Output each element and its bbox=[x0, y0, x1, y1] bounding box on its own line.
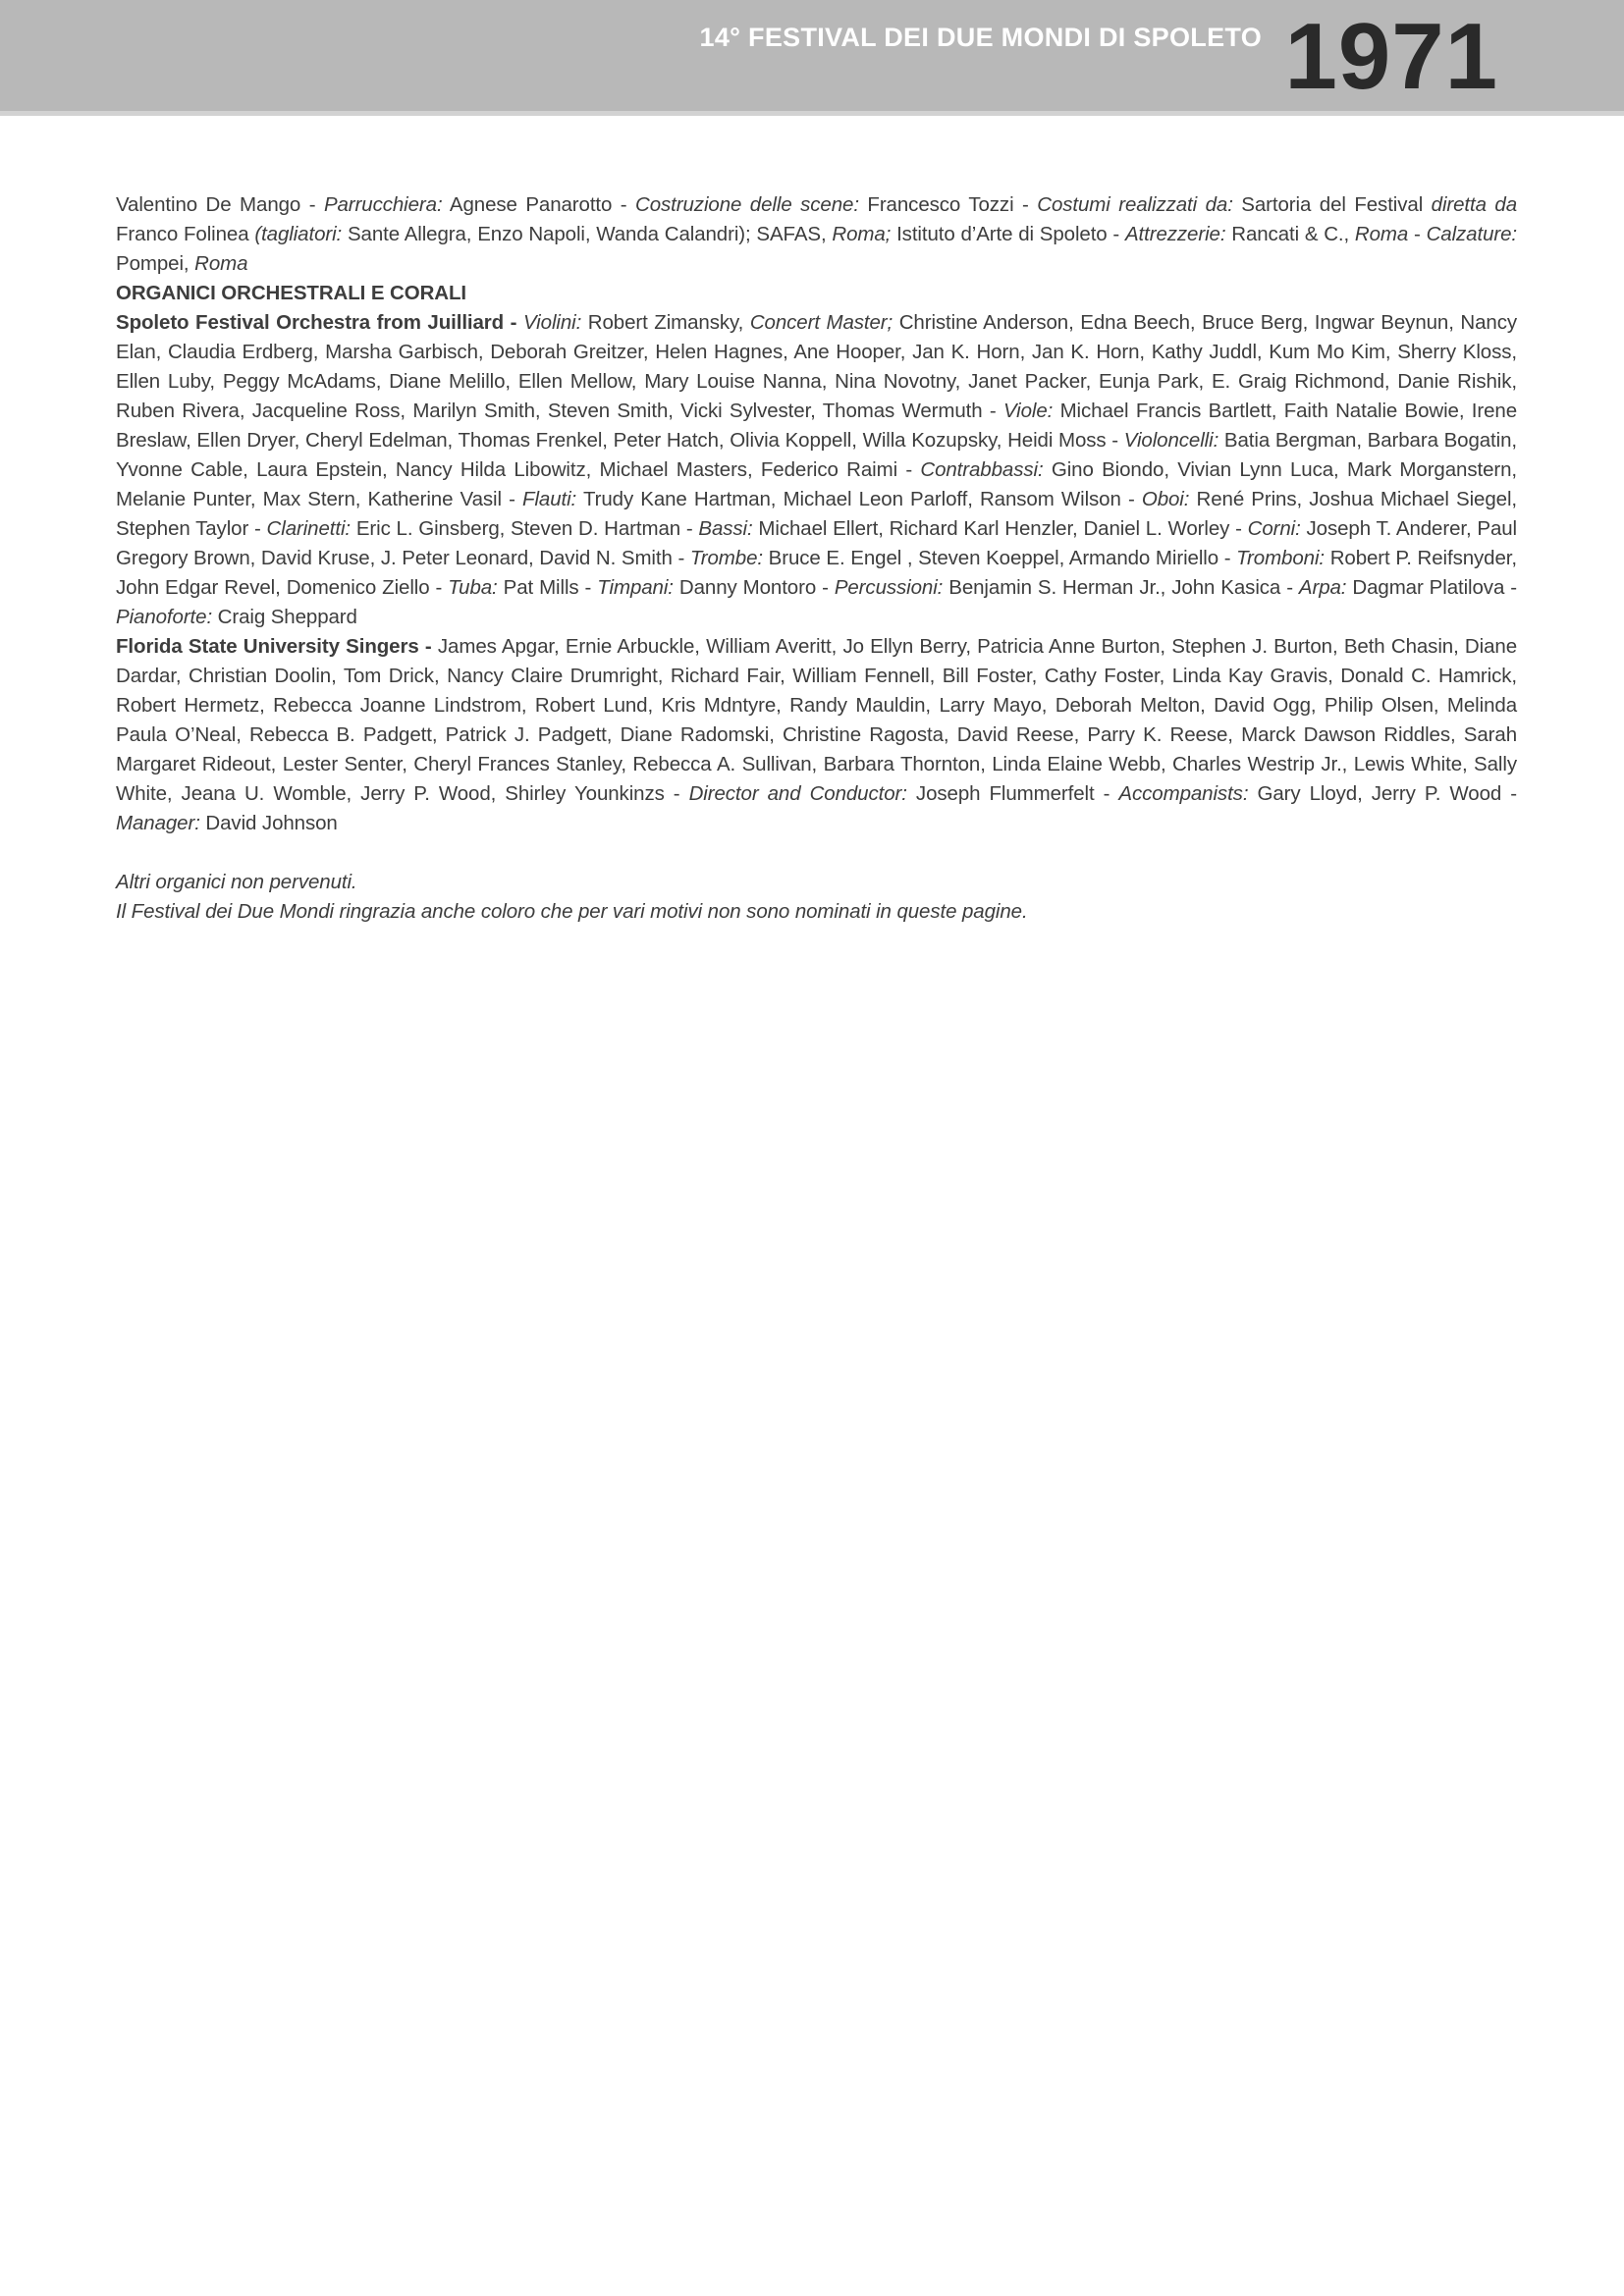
page-content bbox=[0, 116, 1624, 927]
choir-paragraph: Florida State University Singers - James Apgar, Ernie Arbuckle, William Averitt, Jo Ellyn Berry, Patricia Anne Burton, Stephen J. Burton, Beth Chasin, Diane Dardar, Christian Doolin, Tom Drick, Nancy Claire Drumright, Richard Fair, William Fennell, Bill Foster, Cathy Foster, Linda Kay Gravis, Donald C. Hamrick, Robert Hermetz, Rebecca Joanne Lindstrom, Robert Lund, Kris Mdntyre, Randy Mauldin, Larry Mayo, Deborah Melton, David Ogg, Philip Olsen, Melinda Paula O’Neal, Rebecca B. Padgett, Patrick J. Padgett, Diane Radomski, Christine Ragosta, David Reese, Parry K. Reese, Marck Dawson Riddles, Sarah Margaret Rideout, Lester Senter, Cheryl Frances Stanley, Rebecca A. Sullivan, Barbara Thornton, Linda Elaine Webb, Charles Westrip Jr., Lewis White, Sally White, Jeana U. Womble, Jerry P. Wood, Shirley Younkinzs - Director and Conductor: Joseph Flummerfelt - Accompanists: Gary Lloyd, Jerry P. Wood - Manager: David Johnson bbox=[116, 635, 1517, 834]
orchestra-paragraph: Spoleto Festival Orchestra from Juilliard - Violini: Robert Zimansky, Concert Master; Christine Anderson, Edna Beech, Bruce Berg, Ingwar Beynun, Nancy Elan, Claudia Erdberg, Marsha Garbisch, Deborah Greitzer, Helen Hagnes, Ane Hooper, Jan K. Horn, Jan K. Horn, Kathy Juddl, Kum Mo Kim, Sherry Kloss, Ellen Luby, Peggy McAdams, Diane Melillo, Ellen Mellow, Mary Louise Nanna, Nina Novotny, Janet Packer, Eunja Park, E. Graig Richmond, Danie Rishik, Ruben Rivera, Jacqueline Ross, Marilyn Smith, Steven Smith, Vicki Sylvester, Thomas Wermuth - Viole: Michael Francis Bartlett, Faith Natalie Bowie, Irene Breslaw, Ellen Dryer, Cheryl Edelman, Thomas Frenkel, Peter Hatch, Olivia Koppell, Willa Kozupsky, Heidi Moss - Violoncelli: Batia Bergman, Barbara Bogatin, Yvonne Cable, Laura Epstein, Nancy Hilda Libowitz, Michael Masters, Federico Raimi - Contrabbassi: Gino Biondo, Vivian Lynn Luca, Mark Morganstern, Melanie Punter, Max Stern, Katherine Vasil - Flauti: Trudy Kane Hartman, Michael Leon Parloff, Ransom Wilson - Oboi: René Prins, Joshua Michael Siegel, Stephen Taylor - Clarinetti: Eric L. Ginsberg, Steven D. Hartman - Bassi: Michael Ellert, Richard Karl Henzler, Daniel L. Worley - Corni: Joseph T. Anderer, Paul Gregory Brown, David Kruse, J. Peter Leonard, David N. Smith - Trombe: Bruce E. Engel , Steven Koeppel, Armando Miriello - Tromboni: Robert P. Reifsnyder, John Edgar Revel, Domenico Ziello - Tuba: Pat Mills - Timpani: Danny Montoro - Percussioni: Benjamin S. Herman Jr., John Kasica - Arpa: Dagmar Platilova - Pianoforte: Craig Sheppard bbox=[116, 311, 1518, 628]
note-line-1: Altri organici non pervenuti. bbox=[116, 871, 357, 893]
section-heading: ORGANICI ORCHESTRALI E CORALI bbox=[116, 282, 466, 304]
year-label: 1971 bbox=[1284, 4, 1498, 109]
notes-block bbox=[116, 868, 1517, 927]
note-line-2: Il Festival dei Due Mondi ringrazia anche coloro che per vari motivi non sono nominati in queste pagine. bbox=[116, 900, 1028, 923]
festival-title: 14° FESTIVAL DEI DUE MONDI DI SPOLETO bbox=[699, 23, 1262, 52]
header-bar bbox=[0, 0, 1624, 116]
credits-intro-paragraph: Valentino De Mango - Parrucchiera: Agnese Panarotto - Costruzione delle scene: Francesco Tozzi - Costumi realizzati da: Sartoria del Festival diretta da Franco Folinea (tagliatori: Sante Allegra, Enzo Napoli, Wanda Calandri); SAFAS, Roma; Istituto d’Arte di Spoleto - Attrezzerie: Rancati & C., Roma - Calzature: Pompei, Roma bbox=[116, 193, 1518, 275]
